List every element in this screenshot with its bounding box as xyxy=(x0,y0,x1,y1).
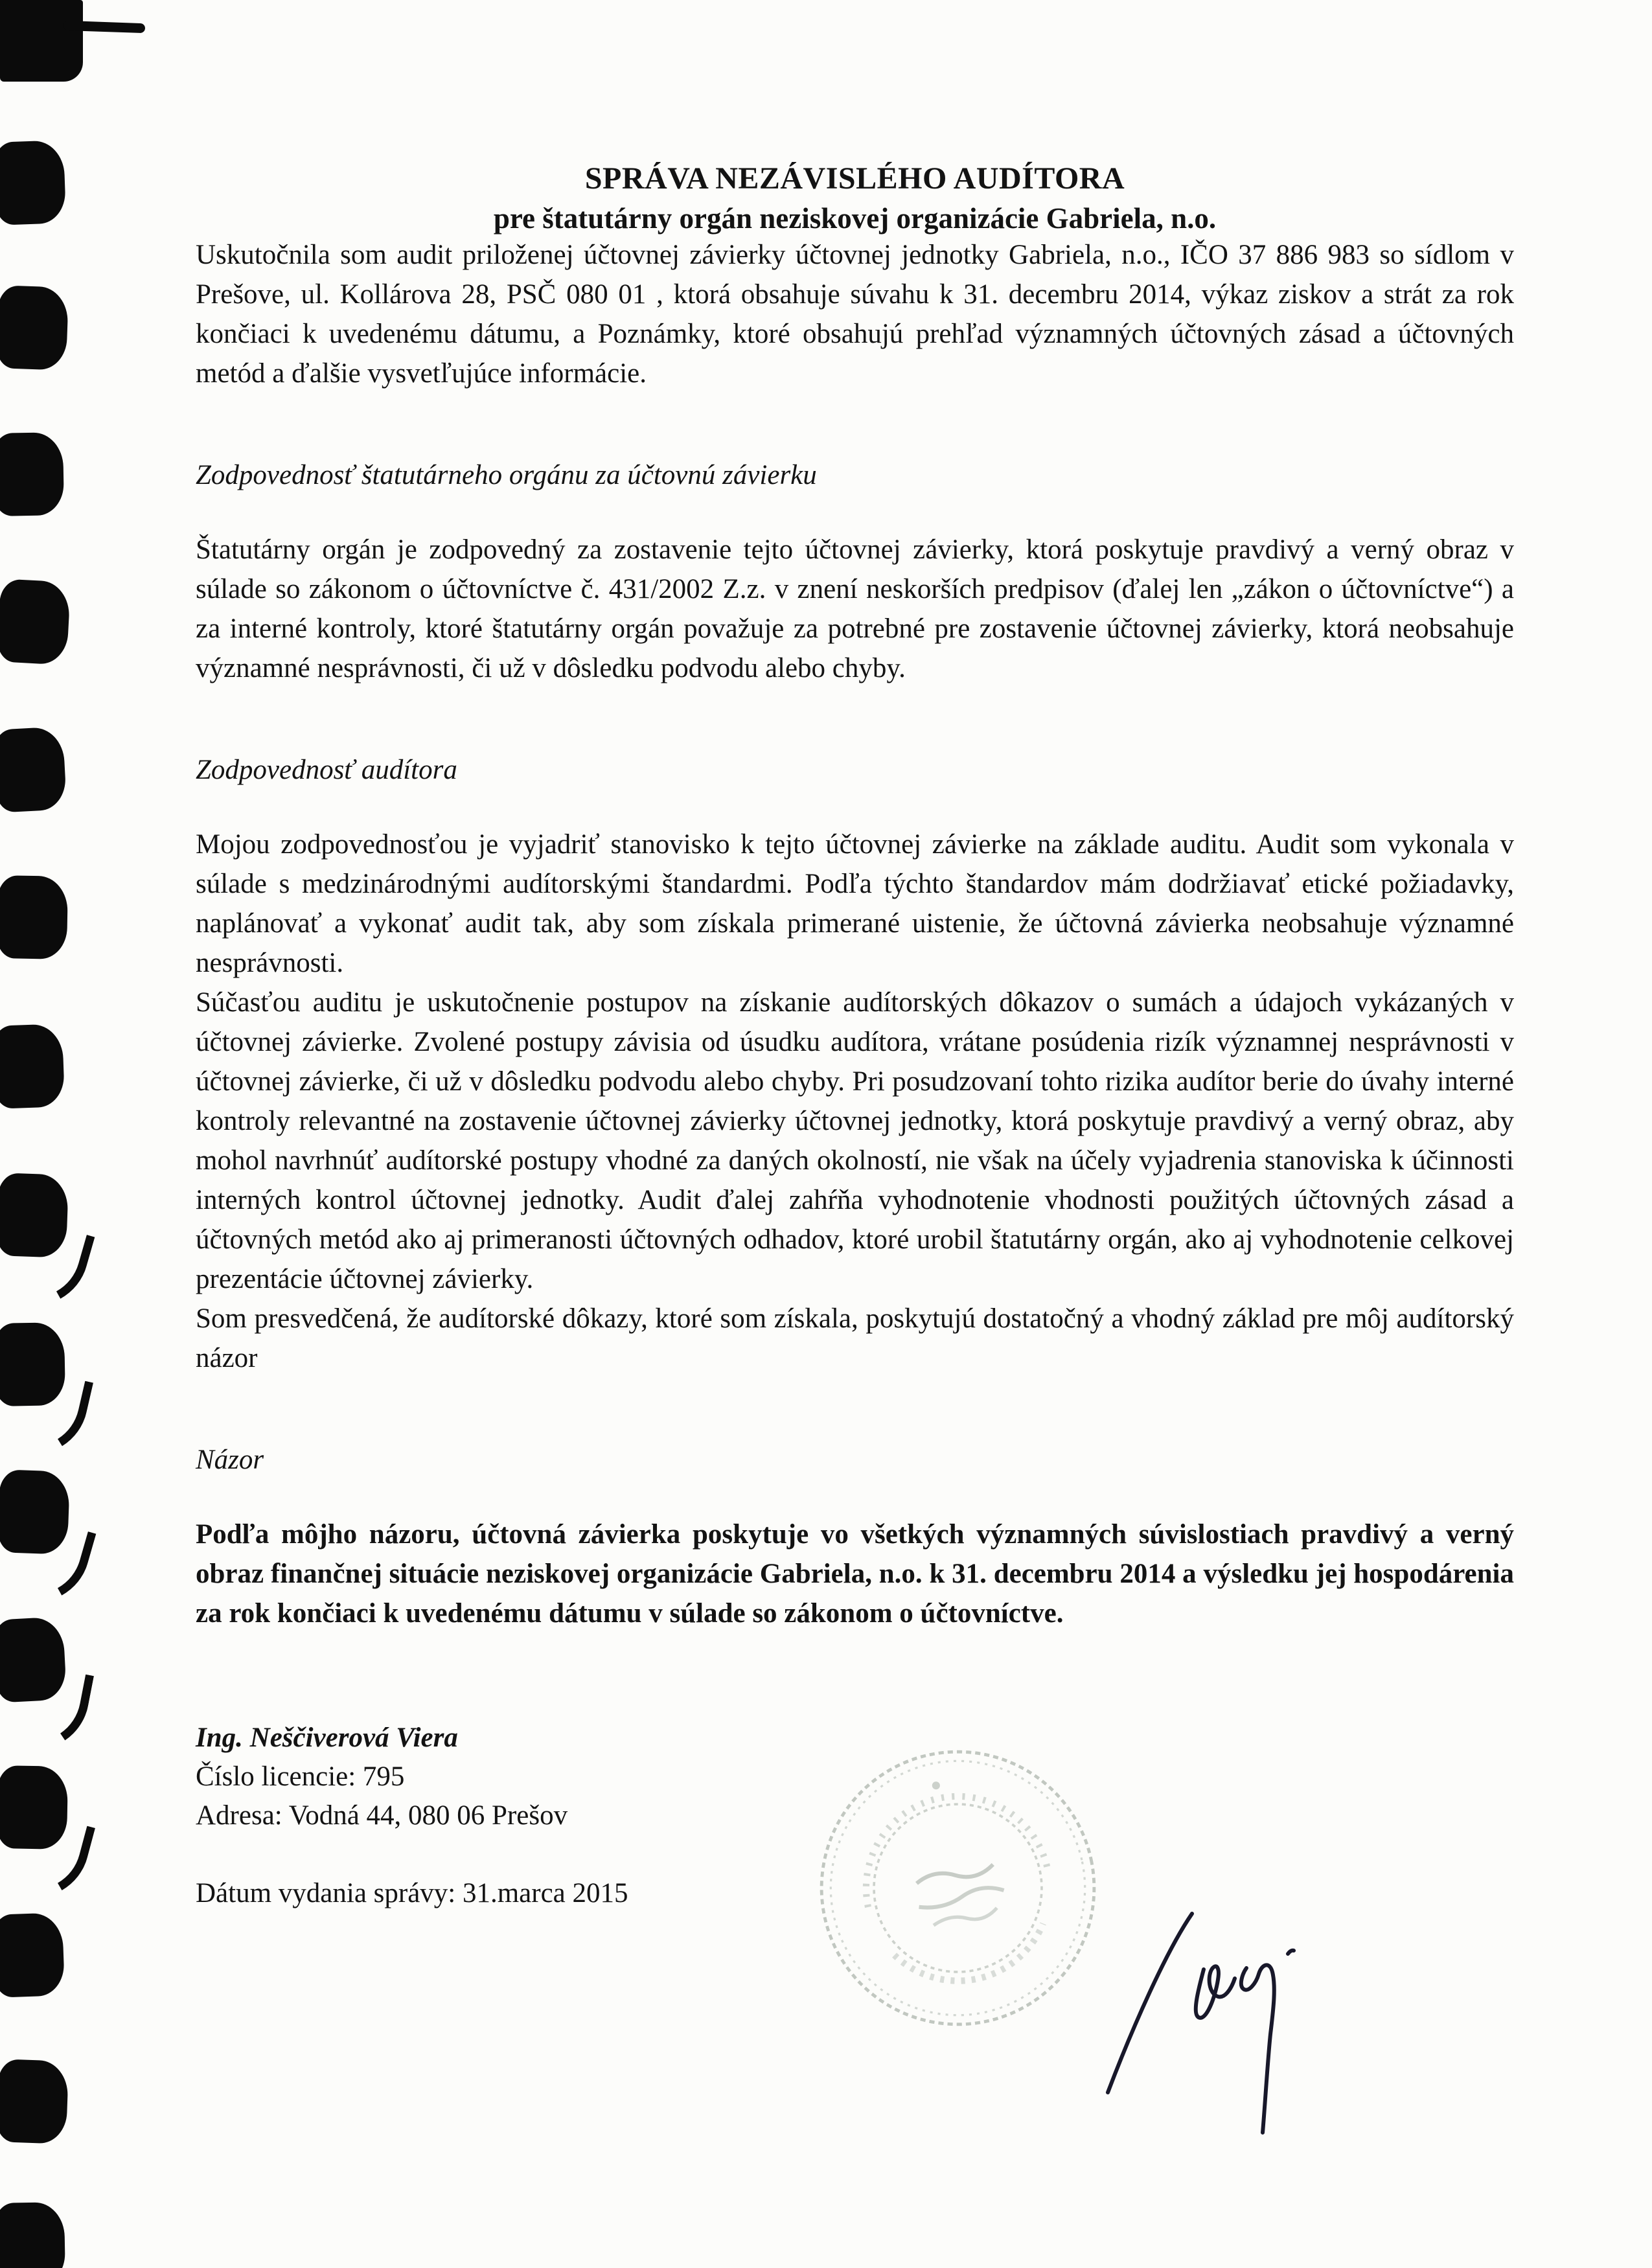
signatory-block xyxy=(196,1719,1514,1913)
opinion-paragraph: Podľa môjho názoru, účtovná závierka poskytuje vo všetkých významných súvislostiach pravdivý a verný obraz finančnej situácie neziskovej organizácie Gabriela, n.o. k 31. decembru 2014 a výsledku jej hospodárenia za rok končiaci k uvedenému dátumu v súlade so zákonom o účtovníctve. xyxy=(196,1519,1514,1629)
binding-hole xyxy=(0,140,66,225)
auditor-name: Ing. Neščiverová Viera xyxy=(196,1723,458,1753)
binding-hole xyxy=(0,875,68,959)
body-paragraph: Štatutárny orgán je zodpovedný za zostavenie tejto účtovnej závierky, ktorá poskytuje pravdivý a verný obraz v súlade so zákonom o účtovníctve č. 431/2002 Z.z. v znení neskorších predpisov (ďalej len „zákon o účtovníctve“) a za interné kontroly, ktoré štatutárny orgán považuje za potrebné pre zostavenie účtovnej závierky, ktorá neobsahuje významné nesprávnosti, či už v dôsledku podvodu alebo chyby. xyxy=(196,534,1514,683)
binding-hole xyxy=(0,1616,67,1702)
binding-hole xyxy=(0,432,64,516)
address-line: Adresa: Vodná 44, 080 06 Prešov xyxy=(196,1800,568,1831)
binding-corner-mark xyxy=(0,0,83,82)
report-title: SPRÁVA NEZÁVISLÉHO AUDÍTORA xyxy=(584,161,1125,196)
document-content xyxy=(196,0,1514,1913)
binding-hole xyxy=(0,1912,65,1998)
binding-hole xyxy=(0,1469,70,1555)
binding-hole xyxy=(0,578,71,665)
section-heading-auditor-responsibility: Zodpovednosť audítora xyxy=(196,755,457,785)
report-subtitle: pre štatutárny orgán neziskovej organizácie Gabriela, n.o. xyxy=(493,202,1217,235)
section-heading-opinion: Názor xyxy=(196,1445,264,1475)
license-number-line: Číslo licencie: 795 xyxy=(196,1761,405,1792)
body-paragraph: Mojou zodpovednosťou je vyjadriť stanovisko k tejto účtovnej závierke na základe auditu. Audit som vykonala v súlade s medzinárodnými audítorskými štandardmi. Podľa týchto štandardov mám dodržiavať etické požiadavky, naplánovať a vykonať audit tak, aby som získala primerané uistenie, že účtovná závierka neobsahuje významné nesprávnosti. xyxy=(196,829,1514,978)
binding-hole xyxy=(0,726,67,812)
binding-hole xyxy=(0,2059,69,2144)
binding-hole xyxy=(0,1322,65,1406)
binding-hole xyxy=(0,1024,65,1109)
signature-icon xyxy=(1094,1892,1372,2138)
body-paragraph: Súčasťou auditu je uskutočnenie postupov na získanie audítorských dôkazov o sumách a údajoch vykázaných v účtovnej závierke. Zvolené postupy závisia od úsudku audítora, vrátane posúdenia rizík významnej nesprávnosti v účtovnej závierke, či už v dôsledku podvodu alebo chyby. Pri posudzovaní tohto rizika audítor berie do úvahy interné kontroly relevantné na zostavenie účtovnej závierky účtovnej jednotky, ktorá poskytuje pravdivý a verný obraz, aby mohol navrhnúť audítorské postupy vhodné za daných okolností, nie však na účely vyjadrenia stanoviska k účinnosti interných kontrol účtovnej jednotky. Audit ďalej zahŕňa vyhodnotenie vhodnosti použitých účtovných zásad a účtovných metód ako aj primeranosti účtovných odhadov, ktoré urobil štatutárny orgán, ako aj vyhodnotenie celkovej prezentácie účtovnej závierky. xyxy=(196,987,1514,1294)
binding-hole xyxy=(0,2202,65,2268)
binding-hole xyxy=(0,1173,69,1258)
intro-paragraph: Uskutočnila som audit priloženej účtovnej závierky účtovnej jednotky Gabriela, n.o., IČO 37 886 983 so sídlom v Prešove, ul. Kollárova 28, PSČ 080 01 , ktorá obsahuje súvahu k 31. decembru 2014, výkaz ziskov a strát za rok končiaci k uvedenému dátumu, a Poznámky, ktoré obsahujú prehľad významných účtovných zásad a účtovných metód a ďalšie vysvetľujúce informácie. xyxy=(196,240,1514,389)
body-paragraph: Som presvedčená, že audítorské dôkazy, ktoré som získala, poskytujú dostatočný a vhodný základ pre môj audítorský názor xyxy=(196,1303,1514,1373)
binding-hole xyxy=(0,285,69,371)
section-heading-management-responsibility: Zodpovednosť štatutárneho orgánu za účtovnú závierku xyxy=(196,460,817,490)
issue-date-line: Dátum vydania správy: 31.marca 2015 xyxy=(196,1878,628,1908)
binding-hole xyxy=(0,1765,68,1850)
